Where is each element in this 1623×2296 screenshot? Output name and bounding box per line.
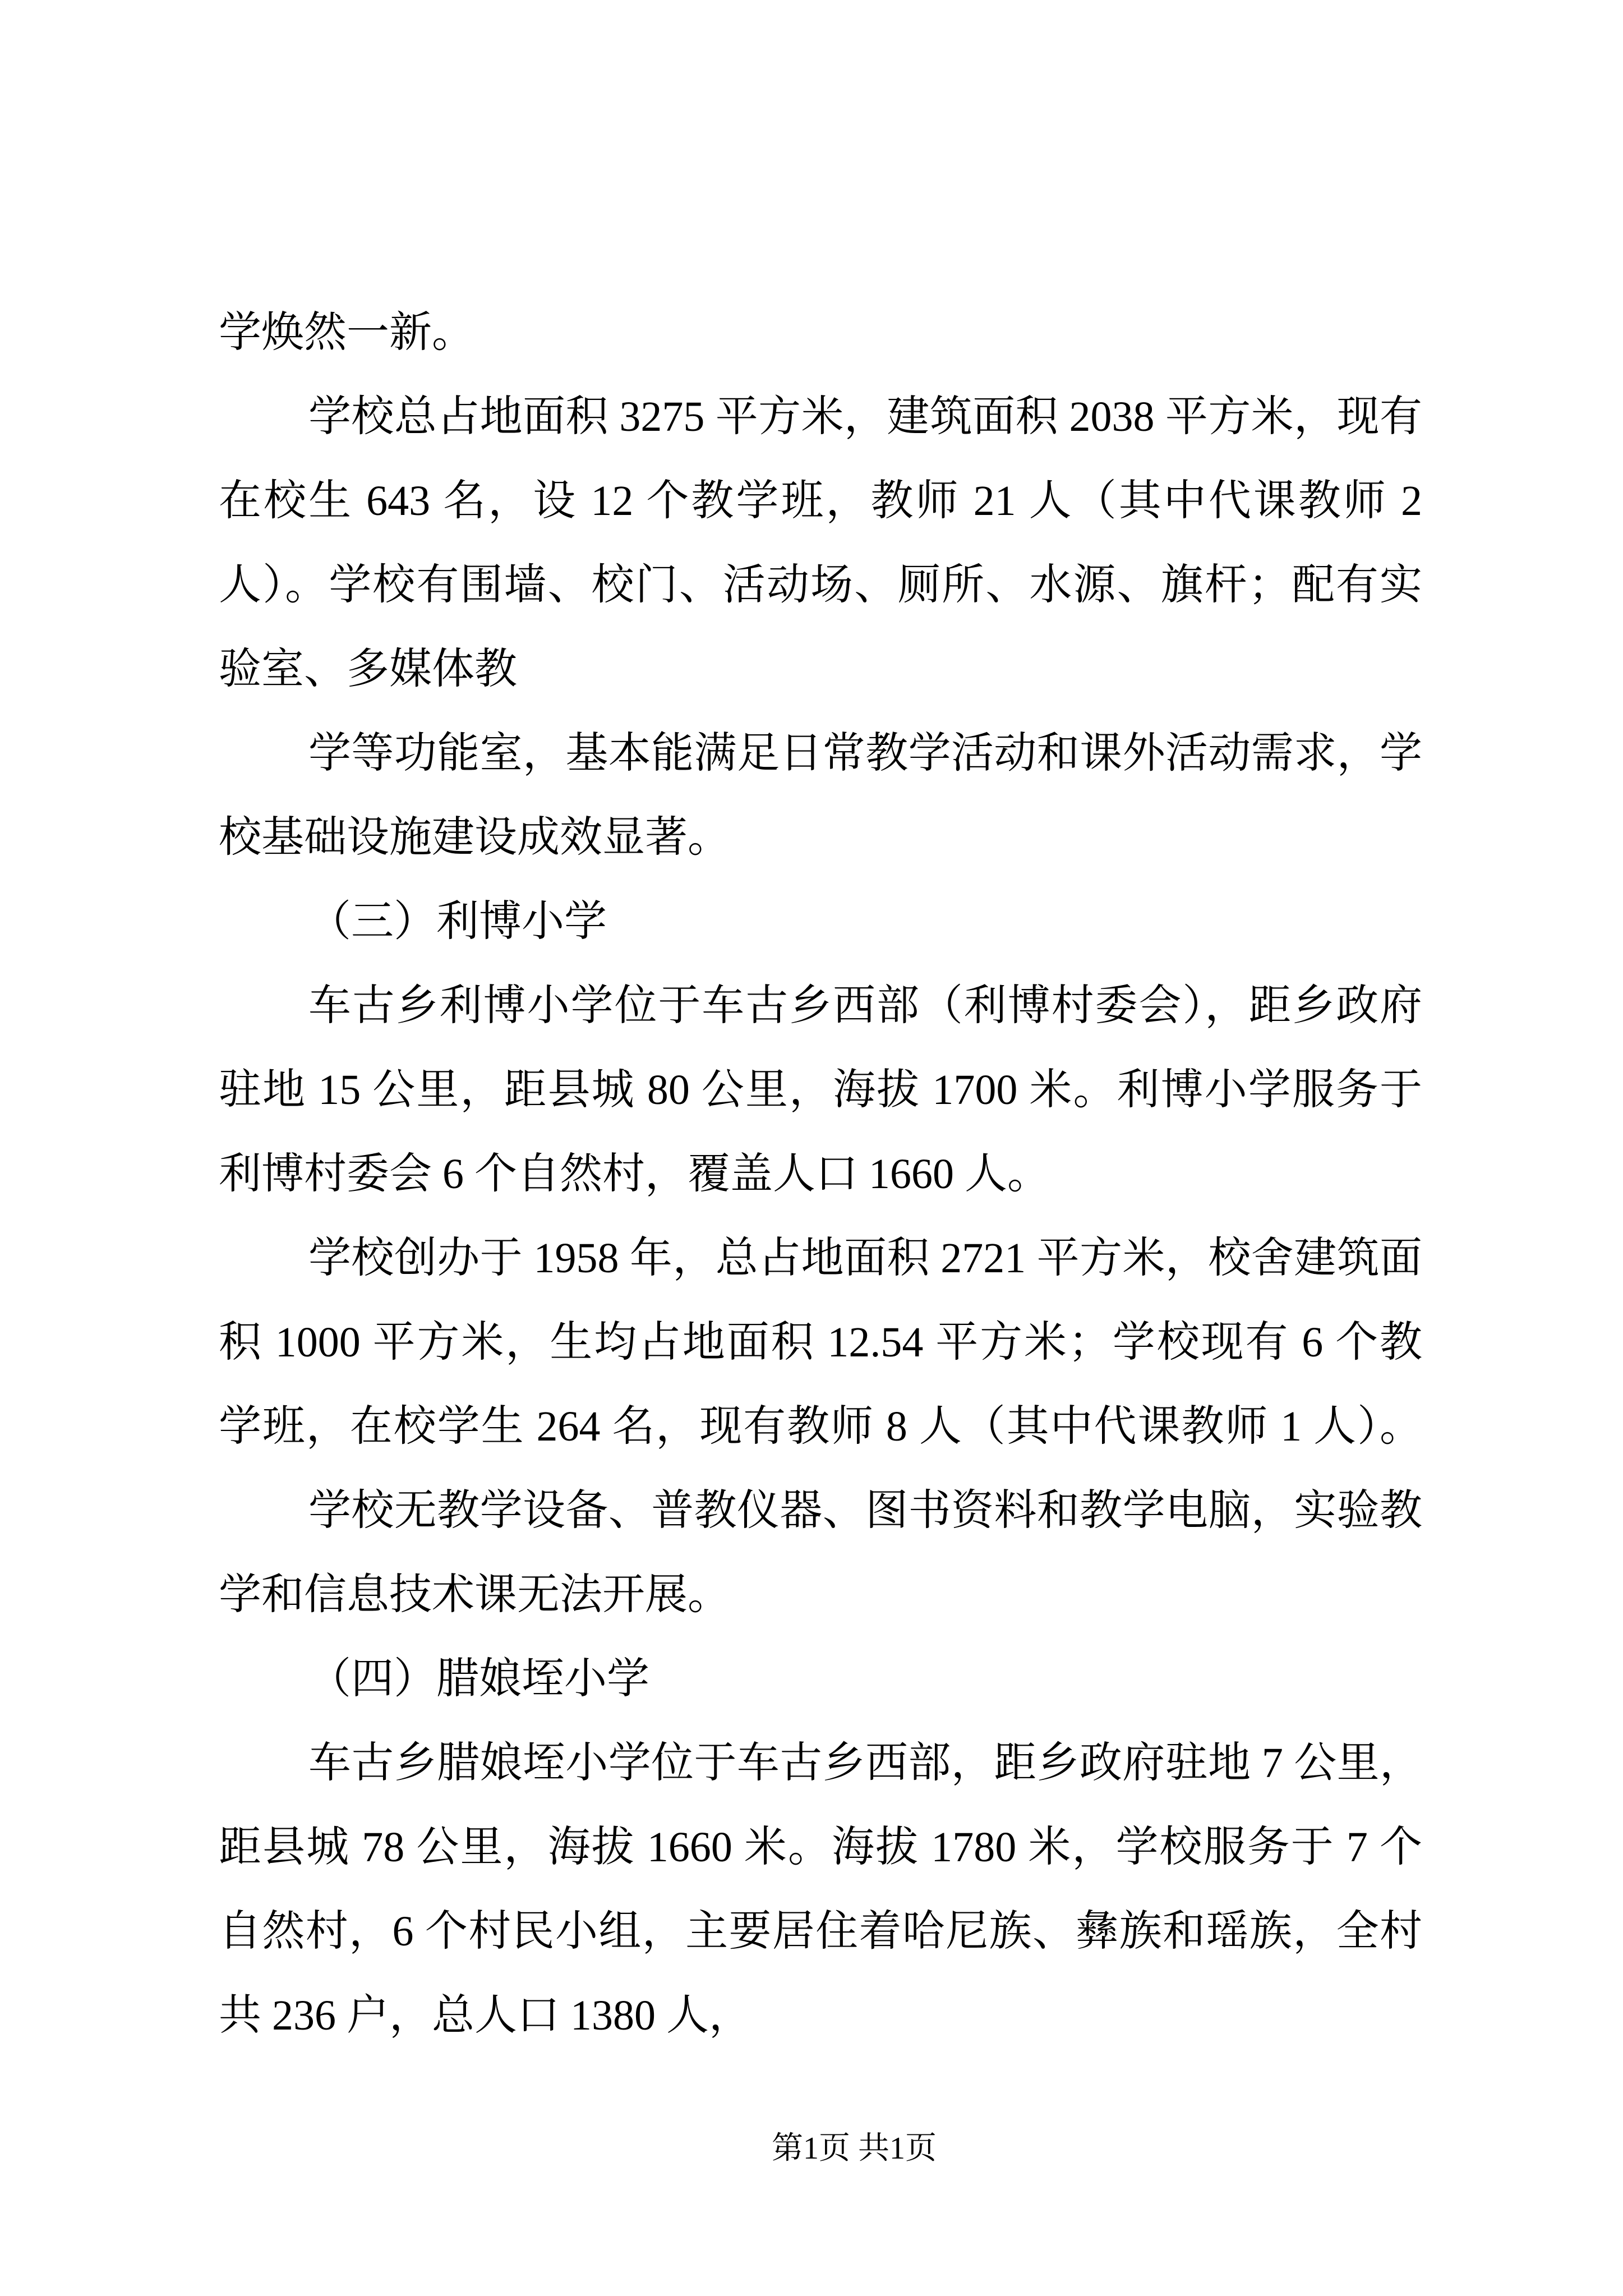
text-line: 学和信息技术课无法开展。	[219, 1571, 730, 1618]
text-line: 学班，在校学生 264 名，现有教师 8 人（其中代课教师 1 人）。	[219, 1403, 1422, 1450]
text-line: 车古乡利博小学位于车古乡西部（利博村委会），距乡政府	[308, 982, 1422, 1029]
page-number-label: 第1页 共1页	[772, 2131, 937, 2166]
section-heading-laniangdie: （四）腊娘垤小学	[308, 1655, 649, 1703]
document-body	[219, 291, 1422, 2058]
section-heading-libo: （三）利博小学	[308, 898, 607, 945]
text-line: 利博村委会 6 个自然村，覆盖人口 1660 人。	[219, 1151, 1050, 1198]
page-footer	[0, 2129, 1623, 2168]
text-line: 在校生 643 名，设 12 个教学班，教师 21 人（其中代课教师 2	[219, 477, 1422, 524]
text-line: 验室、多媒体教	[219, 646, 517, 693]
text-line: 驻地 15 公里，距县城 80 公里，海拔 1700 米。利博小学服务于	[219, 1066, 1422, 1114]
text-line: 距县城 78 公里，海拔 1660 米。海拔 1780 米，学校服务于 7 个	[219, 1824, 1422, 1871]
text-line: 学校无教学设备、普教仪器、图书资料和教学电脑，实验教	[308, 1487, 1422, 1534]
text-line: 校基础设施建设成效显著。	[219, 814, 730, 861]
text-line: 共 236 户，总人口 1380 人，	[219, 1992, 751, 2039]
text-line: 车古乡腊娘垤小学位于车古乡西部，距乡政府驻地 7 公里，	[308, 1740, 1422, 1787]
text-line: 自然村，6 个村民小组，主要居住着哈尼族、彝族和瑶族，全村	[219, 1908, 1422, 1955]
text-line: 学校创办于 1958 年，总占地面积 2721 平方米，校舍建筑面	[308, 1235, 1422, 1282]
text-line: 学等功能室，基本能满足日常教学活动和课外活动需求，学	[308, 730, 1422, 777]
text-line: 学校总占地面积 3275 平方米，建筑面积 2038 平方米，现有	[308, 393, 1422, 440]
text-line: 学焕然一新。	[219, 309, 474, 356]
text-line: 积 1000 平方米，生均占地面积 12.54 平方米；学校现有 6 个教	[219, 1319, 1422, 1366]
text-line: 人）。学校有围墙、校门、活动场、厕所、水源、旗杆；配有实	[219, 562, 1422, 609]
